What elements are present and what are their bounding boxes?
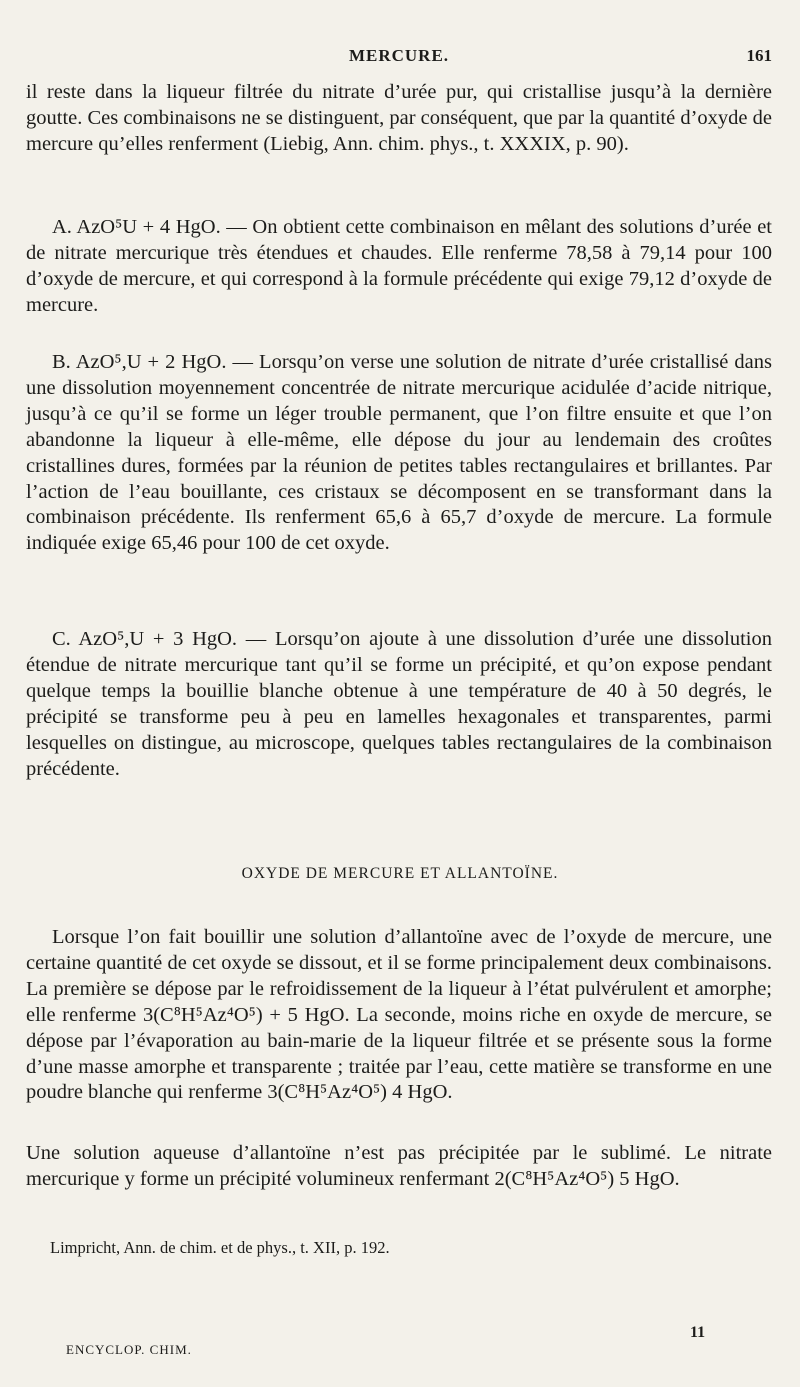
- bibliographic-reference: Limpricht, Ann. de chim. et de phys., t. XII, p. 192.: [50, 1238, 390, 1257]
- paragraph-text: C. AzO⁵,U + 3 HgO. — Lorsqu’on ajoute à une dissolution d’urée une dissolution étendue de nitrate mercurique tant qu’il se forme un précipité, et qu’on expose pendant quelque temps la bouillie blanche obtenue à une température de 40 à 50 degrés, le précipité se transforme peu à peu en lamelles hexagonales et transparentes, parmi lesquelles on distingue, au microscope, quelques tables rectangulaires de la combinaison précédente.: [26, 628, 772, 780]
- footer-signature: ENCYCLOP. CHIM.: [66, 1342, 192, 1357]
- running-title: MERCURE.: [348, 46, 450, 65]
- paragraph-text: Lorsque l’on fait bouillir une solution d’allantoïne avec de l’oxyde de mercure, une certaine quantité de cet oxyde se dissout, et il se forme principalement deux combinaisons. La première se dépose par le refroidissement de la liqueur à l’état pulvérulent et amorphe; elle renferme 3(C⁸H⁵Az⁴O⁵) + 5 HgO. La seconde, moins riche en oxyde de mercure, se dépose par l’évaporation au bain-marie de la liqueur filtrée et se présente sous la forme d’une masse amorphe et transparente ; traitée par l’eau, cette matière se transforme en une poudre blanche qui renferme 3(C⁸H⁵Az⁴O⁵) 4 HgO.: [26, 926, 772, 1104]
- paragraph-allantoine-1: [26, 925, 772, 1106]
- paragraph-compound-c: [26, 627, 772, 782]
- paragraph-continuation: [26, 80, 772, 158]
- paragraph-text: A. AzO⁵U + 4 HgO. — On obtient cette combinaison en mêlant des solutions d’urée et de nitrate mercurique très étendues et chaudes. Elle renferme 78,58 à 79,14 pour 100 d’oxyde de mercure, et qui correspond à la formule précédente qui exige 79,12 d’oxyde de mercure.: [26, 216, 772, 316]
- page-number: 161: [746, 46, 772, 65]
- paragraph-text: il reste dans la liqueur filtrée du nitrate d’urée pur, qui cristallise jusqu’à la dernière goutte. Ces combinaisons ne se distinguent, par conséquent, que par la quantité d’oxyde de mercure qu’elles renferment (Liebig, Ann. chim. phys., t. XXXIX, p. 90).: [26, 81, 772, 155]
- page-header: [26, 46, 772, 74]
- footer-sheet-number: 11: [690, 1324, 706, 1341]
- paragraph-compound-b: [26, 350, 772, 557]
- section-heading: OXYDE DE MERCURE ET ALLANTOÏNE.: [241, 865, 559, 882]
- paragraph-text: Une solution aqueuse d’allantoïne n’est pas précipitée par le sublimé. Le nitrate mercurique y forme un précipité volumineux renfermant 2(C⁸H⁵Az⁴O⁵) 5 HgO.: [26, 1142, 772, 1190]
- paragraph-allantoine-2: [26, 1141, 772, 1193]
- paragraph-text: B. AzO⁵,U + 2 HgO. — Lorsqu’on verse une solution de nitrate d’urée cristallisé dans une dissolution moyennement concentrée de nitrate mercurique acidulée d’acide nitrique, jusqu’à ce qu’il se forme un léger trouble permanent, que l’on filtre ensuite et que l’on abandonne la liqueur à elle-même, elle dépose du jour au lendemain des croûtes cristallines dures, formées par la réunion de petites tables rectangulaires et brillantes. Par l’action de l’eau bouillante, ces cristaux se décomposent en se transformant dans la combinaison précédente. Ils renferment 65,6 à 65,7 d’oxyde de mercure. La formule indiquée exige 65,46 pour 100 de cet oxyde.: [26, 351, 772, 555]
- paragraph-compound-a: [26, 215, 772, 319]
